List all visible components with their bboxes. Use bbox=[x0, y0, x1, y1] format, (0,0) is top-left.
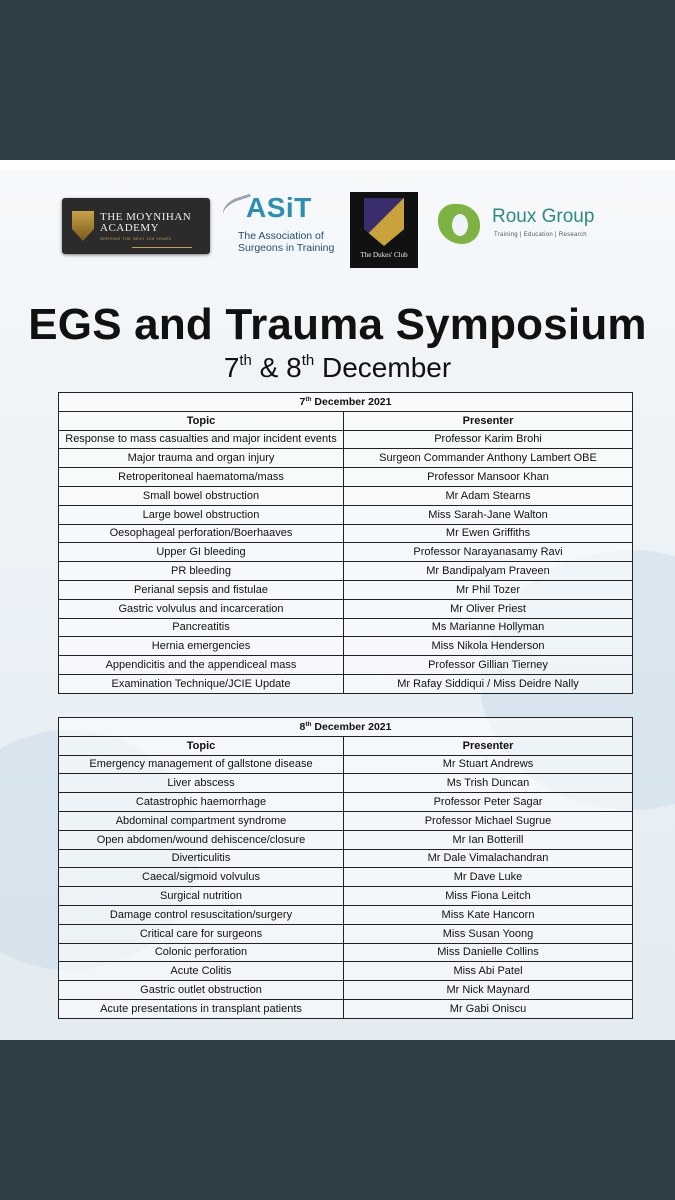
table-row bbox=[59, 430, 633, 449]
dukes-club-logo bbox=[350, 192, 418, 268]
dukes-club-label: The Dukes' Club bbox=[360, 251, 408, 259]
topic-cell: Gastric outlet obstruction bbox=[59, 981, 344, 1000]
date-suffix1: th bbox=[239, 352, 252, 369]
topic-cell: Hernia emergencies bbox=[59, 637, 344, 656]
crest-icon bbox=[72, 211, 94, 241]
presenter-cell: Mr Phil Tozer bbox=[344, 580, 633, 599]
table-row bbox=[59, 656, 633, 675]
presenter-cell: Mr Rafay Siddiqui / Miss Deidre Nally bbox=[344, 674, 633, 693]
caption-suffix: th bbox=[305, 395, 312, 403]
presenter-cell: Miss Susan Yoong bbox=[344, 924, 633, 943]
table-row bbox=[59, 486, 633, 505]
presenter-cell: Ms Marianne Hollyman bbox=[344, 618, 633, 637]
moynihan-line1: THE MOYNIHAN bbox=[100, 210, 192, 223]
schedule-table-day1 bbox=[58, 392, 633, 694]
presenter-cell: Mr Oliver Priest bbox=[344, 599, 633, 618]
table-row bbox=[59, 599, 633, 618]
symposium-poster bbox=[0, 170, 675, 1040]
table-row bbox=[59, 811, 633, 830]
table-row bbox=[59, 924, 633, 943]
topic-cell: Open abdomen/wound dehiscence/closure bbox=[59, 830, 344, 849]
topic-cell: Appendicitis and the appendiceal mass bbox=[59, 656, 344, 675]
table-row bbox=[59, 981, 633, 1000]
table-row bbox=[59, 674, 633, 693]
presenter-cell: Mr Ian Botterill bbox=[344, 830, 633, 849]
presenter-cell: Miss Fiona Leitch bbox=[344, 887, 633, 906]
date-day1: 7 bbox=[223, 352, 240, 383]
topic-cell: Caecal/sigmoid volvulus bbox=[59, 868, 344, 887]
presenter-cell: Miss Sarah-Jane Walton bbox=[344, 505, 633, 524]
presenter-cell: Ms Trish Duncan bbox=[344, 774, 633, 793]
table-row bbox=[59, 468, 633, 487]
presenter-cell: Mr Dale Vimalachandran bbox=[344, 849, 633, 868]
presenter-cell: Mr Adam Stearns bbox=[344, 486, 633, 505]
moynihan-academy-logo bbox=[62, 198, 210, 254]
topic-cell: Emergency management of gallstone disease bbox=[59, 755, 344, 774]
table-row bbox=[59, 505, 633, 524]
presenter-cell: Mr Dave Luke bbox=[344, 868, 633, 887]
presenter-cell: Mr Ewen Griffiths bbox=[344, 524, 633, 543]
table-row bbox=[59, 962, 633, 981]
caption-day: 8 bbox=[299, 720, 306, 733]
topic-cell: Major trauma and organ injury bbox=[59, 449, 344, 468]
topic-cell: Critical care for surgeons bbox=[59, 924, 344, 943]
topic-cell: Oesophageal perforation/Boerhaaves bbox=[59, 524, 344, 543]
roux-group-logo bbox=[438, 200, 608, 260]
presenter-cell: Professor Gillian Tierney bbox=[344, 656, 633, 675]
topic-cell: Perianal sepsis and fistulae bbox=[59, 580, 344, 599]
table-row bbox=[59, 524, 633, 543]
page-title: EGS and Trauma Symposium bbox=[28, 300, 647, 349]
presenter-cell: Professor Mansoor Khan bbox=[344, 468, 633, 487]
table-caption bbox=[59, 393, 633, 412]
moynihan-line2: ACADEMY bbox=[100, 221, 160, 234]
topic-cell: PR bleeding bbox=[59, 562, 344, 581]
presenter-cell: Professor Karim Brohi bbox=[344, 430, 633, 449]
asit-logo bbox=[222, 192, 342, 262]
presenter-cell: Miss Abi Patel bbox=[344, 962, 633, 981]
caption-rest: December 2021 bbox=[311, 395, 392, 408]
presenter-cell: Professor Narayanasamy Ravi bbox=[344, 543, 633, 562]
table-row bbox=[59, 999, 633, 1018]
asit-subtitle bbox=[238, 230, 348, 254]
presenter-cell: Mr Bandipalyam Praveen bbox=[344, 562, 633, 581]
table-row bbox=[59, 449, 633, 468]
column-header-presenter: Presenter bbox=[344, 411, 633, 430]
date-suffix2: th bbox=[301, 352, 315, 369]
column-header-presenter: Presenter bbox=[344, 736, 633, 755]
table-row bbox=[59, 868, 633, 887]
table-row bbox=[59, 830, 633, 849]
table-row bbox=[59, 580, 633, 599]
topic-cell: Large bowel obstruction bbox=[59, 505, 344, 524]
column-header-topic: Topic bbox=[59, 411, 344, 430]
table-row bbox=[59, 849, 633, 868]
caption-rest: December 2021 bbox=[311, 720, 392, 733]
date-month: December bbox=[314, 352, 452, 383]
table-row bbox=[59, 637, 633, 656]
moynihan-tagline: SERVING THE NEXT 100 YEARS bbox=[100, 235, 172, 241]
table-row bbox=[59, 774, 633, 793]
topic-cell: Examination Technique/JCIE Update bbox=[59, 674, 344, 693]
date-day2: 8 bbox=[286, 352, 302, 383]
table-row bbox=[59, 905, 633, 924]
topic-cell: Damage control resuscitation/surgery bbox=[59, 905, 344, 924]
topic-cell: Response to mass casualties and major incident events bbox=[59, 430, 344, 449]
presenter-cell: Mr Stuart Andrews bbox=[344, 755, 633, 774]
caption-day: 7 bbox=[299, 395, 306, 408]
topic-cell: Small bowel obstruction bbox=[59, 486, 344, 505]
topic-cell: Diverticulitis bbox=[59, 849, 344, 868]
presenter-cell: Surgeon Commander Anthony Lambert OBE bbox=[344, 449, 633, 468]
asit-name: ASiT bbox=[246, 192, 312, 223]
column-header-topic: Topic bbox=[59, 736, 344, 755]
topic-cell: Abdominal compartment syndrome bbox=[59, 811, 344, 830]
table-row bbox=[59, 618, 633, 637]
presenter-cell: Miss Kate Hancorn bbox=[344, 905, 633, 924]
asit-line1: The Association of bbox=[238, 230, 324, 242]
presenter-cell: Professor Michael Sugrue bbox=[344, 811, 633, 830]
topic-cell: Acute presentations in transplant patients bbox=[59, 999, 344, 1018]
date-ampersand: & bbox=[251, 352, 287, 383]
roux-group-tagline: Training | Education | Research bbox=[494, 232, 587, 238]
table-row bbox=[59, 887, 633, 906]
caption-suffix: th bbox=[305, 720, 312, 728]
topic-cell: Surgical nutrition bbox=[59, 887, 344, 906]
roux-group-name: Roux Group bbox=[492, 206, 595, 227]
topic-cell: Liver abscess bbox=[59, 774, 344, 793]
topic-cell: Pancreatitis bbox=[59, 618, 344, 637]
event-dates bbox=[0, 352, 675, 384]
topic-cell: Upper GI bleeding bbox=[59, 543, 344, 562]
presenter-cell: Mr Nick Maynard bbox=[344, 981, 633, 1000]
table-row bbox=[59, 793, 633, 812]
topic-cell: Catastrophic haemorrhage bbox=[59, 793, 344, 812]
asit-line2: Surgeons in Training bbox=[238, 242, 335, 255]
table-row bbox=[59, 943, 633, 962]
topic-cell: Gastric volvulus and incarceration bbox=[59, 599, 344, 618]
schedule-table-day2 bbox=[58, 717, 633, 1019]
stomach-icon-inner bbox=[452, 214, 468, 236]
topic-cell: Acute Colitis bbox=[59, 962, 344, 981]
table-row bbox=[59, 755, 633, 774]
table-row bbox=[59, 562, 633, 581]
topic-cell: Colonic perforation bbox=[59, 943, 344, 962]
presenter-cell: Miss Danielle Collins bbox=[344, 943, 633, 962]
table-caption bbox=[59, 718, 633, 737]
topic-cell: Retroperitoneal haematoma/mass bbox=[59, 468, 344, 487]
presenter-cell: Professor Peter Sagar bbox=[344, 793, 633, 812]
presenter-cell: Miss Nikola Henderson bbox=[344, 637, 633, 656]
shield-icon bbox=[364, 198, 404, 246]
presenter-cell: Mr Gabi Oniscu bbox=[344, 999, 633, 1018]
moynihan-underline bbox=[132, 247, 192, 248]
table-row bbox=[59, 543, 633, 562]
